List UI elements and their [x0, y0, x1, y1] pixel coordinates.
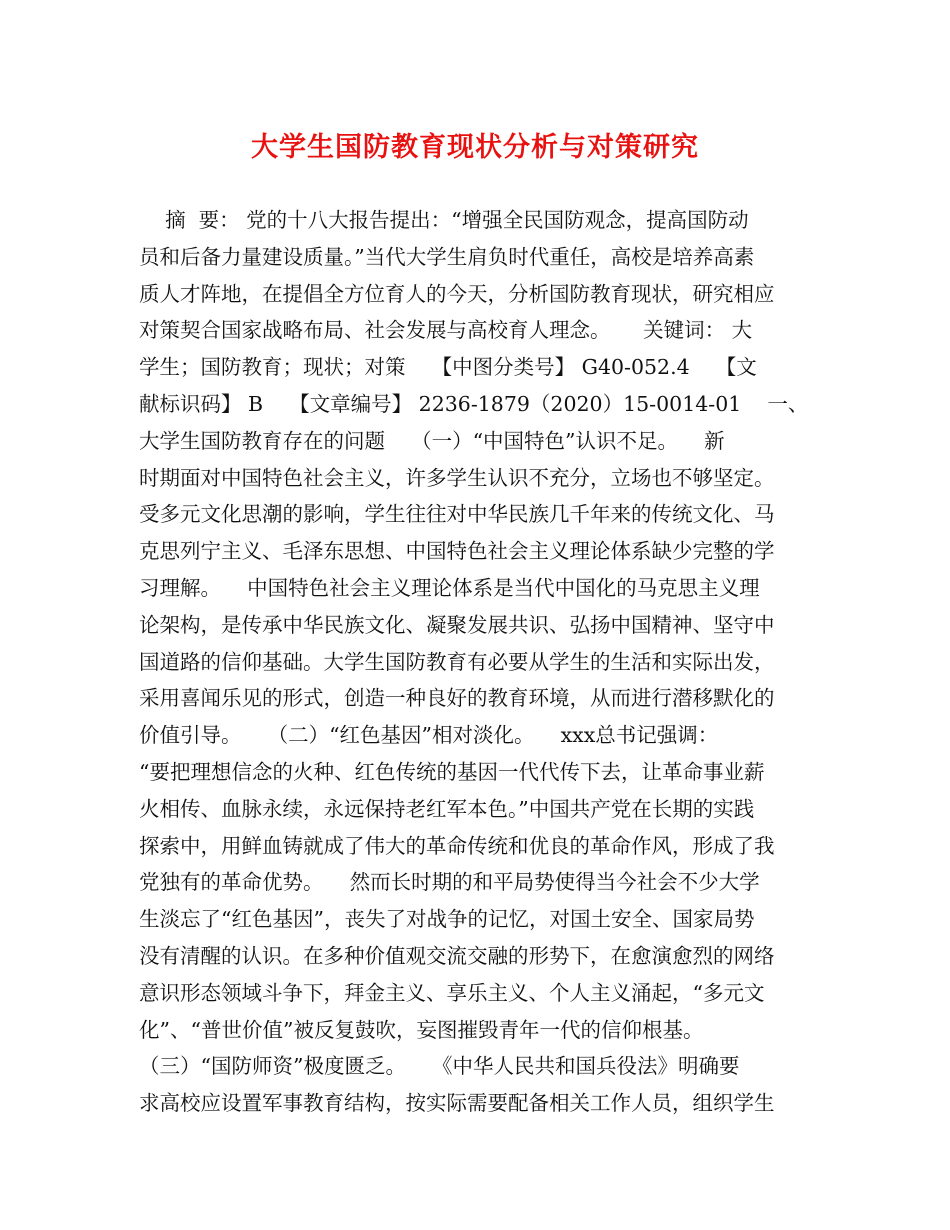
body-line: 国道路的信仰基础。大学生国防教育有必要从学生的生活和实际出发， [139, 649, 775, 674]
body-line: 党独有的革命优势。 然而长时期的和平局势使得当今社会不少大学 [139, 870, 760, 895]
body-line: 学生；国防教育；现状；对策 【中图分类号】 G40-052.4 【文 [139, 355, 757, 380]
body-line: 意识形态领域斗争下，拜金主义、享乐主义、个人主义涌起，“多元文 [139, 980, 765, 1005]
body-line: 化”、“普世价值”被反复鼓吹，妄图摧毁青年一代的信仰根基。 [139, 1017, 704, 1042]
body-line: 价值引导。 （二）“红色基因”相对淡化。 xxx总书记强调： [139, 723, 719, 748]
body-line: 求高校应设置军事教育结构，按实际需要配备相关工作人员，组织学生 [139, 1091, 775, 1116]
body-line: 质人才阵地，在提倡全方位育人的今天，分析国防教育现状，研究相应 [139, 281, 775, 306]
body-line: 摘 要： 党的十八大报告提出：“增强全民国防观念，提高国防动 [139, 208, 749, 232]
body-line: 献标识码】 B 【文章编号】 2236-1879（2020）15-0014-01 一、 [139, 391, 809, 416]
body-line: 没有清醒的认识。在多种价值观交流交融的形势下，在愈演愈烈的网络 [139, 943, 775, 968]
body-line: “要把理想信念的火种、红色传统的基因一代代传下去，让革命事业薪 [139, 759, 765, 784]
body-line: 火相传、血脉永续，永远保持老红军本色。”中国共产党在长期的实践 [139, 796, 755, 821]
body-line: 生淡忘了“红色基因”，丧失了对战争的记忆，对国土安全、国家局势 [139, 907, 755, 932]
body-line: 习理解。 中国特色社会主义理论体系是当代中国化的马克思主义理 [139, 575, 760, 600]
document-title: 大学生国防教育现状分析与对策研究 [251, 132, 699, 163]
body-line: 受多元文化思潮的影响，学生往往对中华民族几千年来的传统文化、马 [139, 502, 775, 527]
body-line: 员和后备力量建设质量。”当代大学生肩负时代重任，高校是培养高素 [139, 244, 755, 269]
body-line: （三）“国防师资”极度匮乏。 《中华人民共和国兵役法》明确要 [139, 1054, 740, 1079]
body-line: 时期面对中国特色社会主义，许多学生认识不充分，立场也不够坚定。 [139, 465, 775, 490]
body-line: 采用喜闻乐见的形式，创造一种良好的教育环境，从而进行潜移默化的 [139, 686, 775, 711]
body-line: 探索中，用鲜血铸就成了伟大的革命传统和优良的革命作风，形成了我 [139, 833, 775, 858]
document-body [139, 202, 819, 1122]
body-line: 大学生国防教育存在的问题 （一）“中国特色”认识不足。 新 [139, 428, 725, 453]
body-line: 克思列宁主义、毛泽东思想、中国特色社会主义理论体系缺少完整的学 [139, 539, 775, 564]
body-line: 论架构，是传承中华民族文化、凝聚发展共识、弘扬中国精神、坚守中 [139, 612, 775, 637]
body-line: 对策契合国家战略布局、社会发展与高校育人理念。 关键词： 大 [139, 318, 753, 343]
